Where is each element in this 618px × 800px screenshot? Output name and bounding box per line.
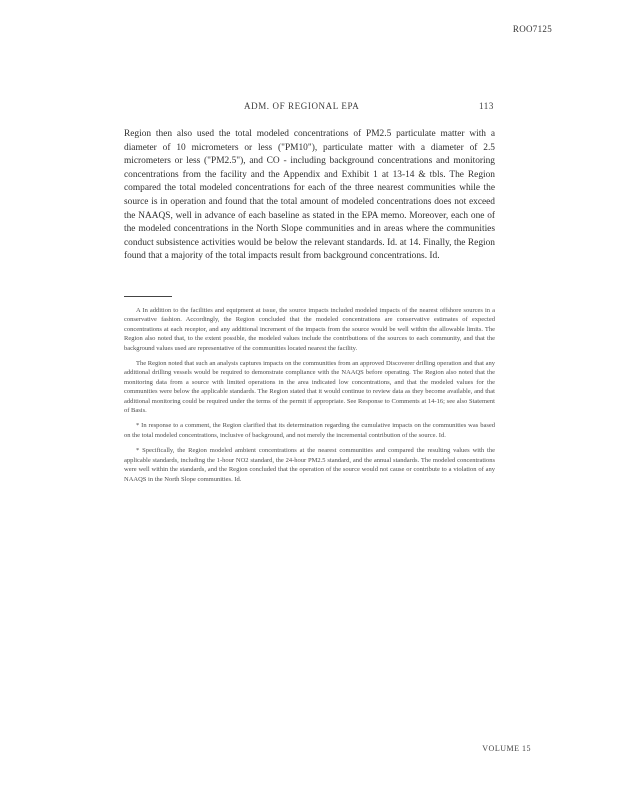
- footnote-rule: [124, 296, 172, 297]
- footnote: * Specifically, the Region modeled ambient concentrations at the nearest communities and compared the resulting values with the applicable standards, including the 1-hour NO2 standard, the 24-hour PM2.5 standard, and the annual standards. The modeled concentrations were well within the standards, and the Region concluded that the operation of the source would not cause or contribute to a violation of any NAAQS in the North Slope communities. Id.: [124, 447, 495, 483]
- page-id-stamp: ROO7125: [512, 24, 552, 34]
- footnotes: [124, 306, 495, 490]
- footnote: A In addition to the facilities and equipment at issue, the source impacts included modeled impacts of the nearest offshore sources in a conservative fashion. Accordingly, the Region concluded that the modeled concentrations are conservative estimates of expected concentrations at each receptor, and any additional increment of the impacts from the source would be well within the allowable limits. The Region also noted that, to the extent possible, the modeled values include the contributions of the sources to each community, and that the background values used are representative of the communities located nearest the facility.: [124, 307, 495, 352]
- footnote: * In response to a comment, the Region clarified that its determination regarding the cumulative impacts on the communities was based on the total modeled concentrations, inclusive of background, and not merely the incremental contribution of the source. Id.: [124, 422, 495, 439]
- running-header-page-number: 113: [479, 101, 494, 111]
- footer-volume-code: VOLUME 15: [482, 744, 531, 753]
- running-header-title: ADM. OF REGIONAL EPA: [244, 101, 360, 111]
- body-paragraph: Region then also used the total modeled concentrations of PM2.5 particulate matter with a diameter of 10 micrometers or less ("PM10"), particulate matter with a diameter of 2.5 micrometers or less ("PM2.5"), and CO - including background concentrations and monitoring concentrations from the facility and the Appendix and Exhibit 1 at 13-14 & tbls. The Region compared the total modeled concentrations for each of the three nearest communities while the source is in operation and found that the total amount of modeled concentrations does not exceed the NAAQS, well in advance of each baseline as stated in the EPA memo. Moreover, each one of the modeled concentrations in the North Slope communities and in areas where the communities conduct subsistence activities would be below the relevant standards. Id. at 14. Finally, the Region found that a majority of the total impacts result from background concentrations. Id.: [124, 129, 495, 262]
- footnote: The Region noted that such an analysis captures impacts on the communities from an approved Discoverer drilling operation and that any additional drilling vessels would be required to demonstrate compliance with the NAAQS before operating. The Region also noted that the monitoring data from a source with limited operations in the area indicated low concentrations, and that the modeled values for the communities were below the applicable standards. The Region stated that it would continue to review data as they become available, and that additional monitoring could be required under the terms of the permit if appropriate. See Response to Comments at 14-16; see also Statement of Basis.: [124, 360, 495, 415]
